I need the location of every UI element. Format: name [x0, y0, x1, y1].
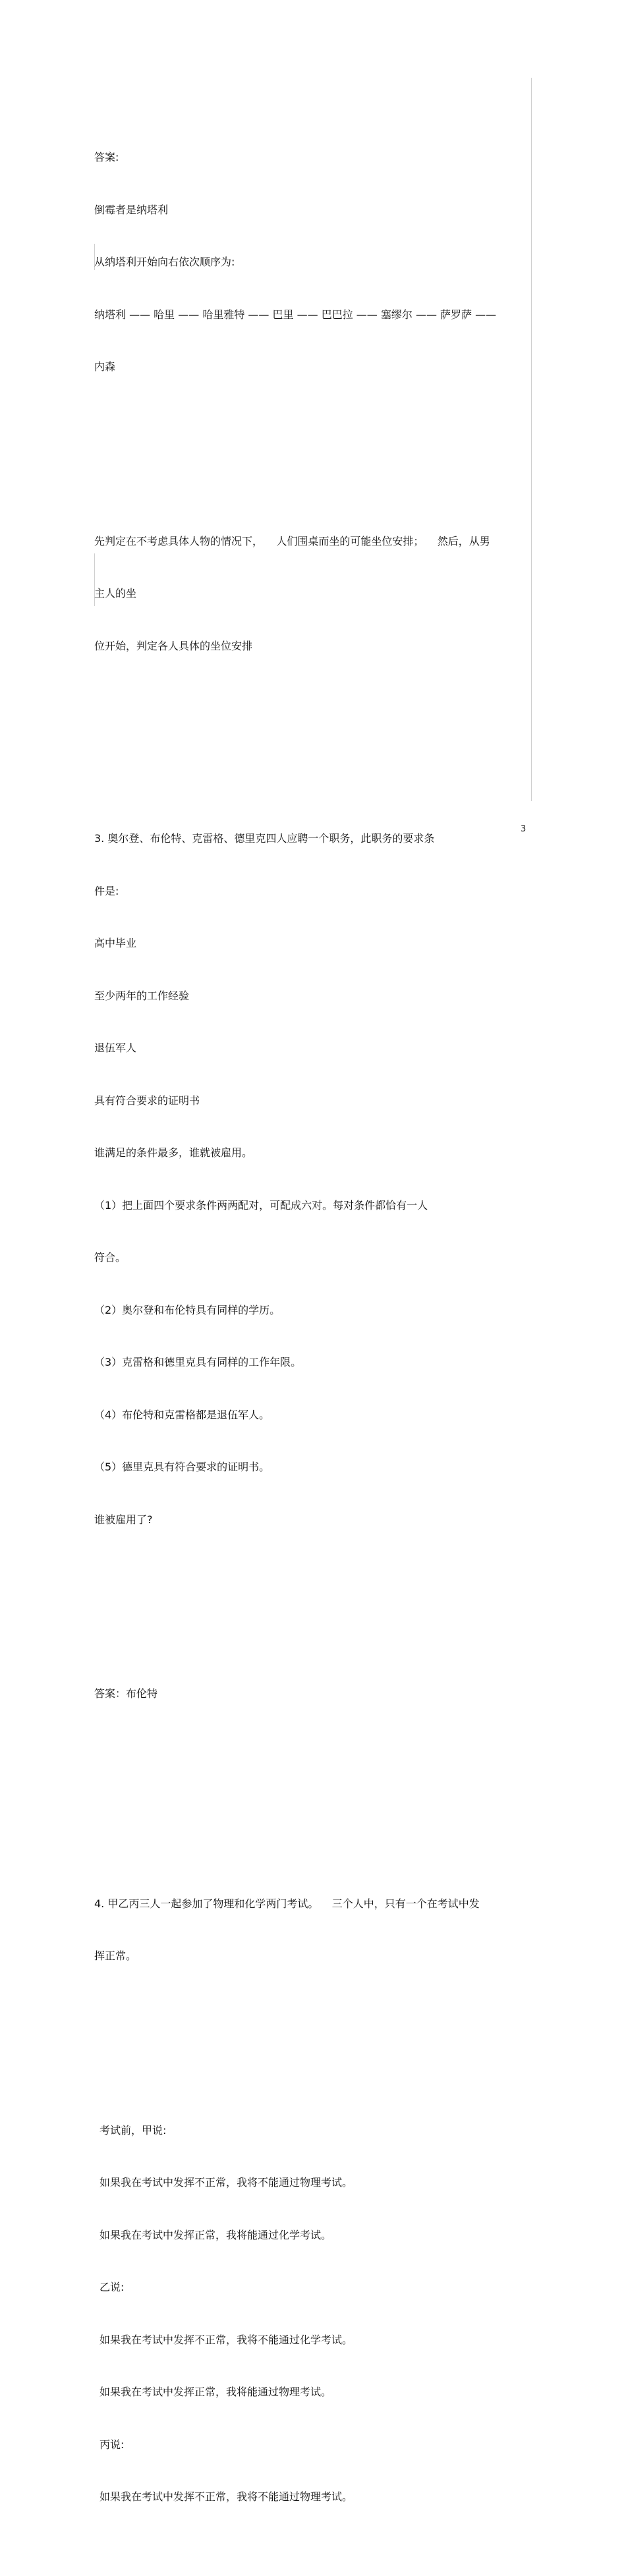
- right-margin-rule: [531, 78, 532, 801]
- text-line: （1）把上面四个要求条件两两配对，可配成六对。每对条件都恰有一人: [94, 1198, 428, 1212]
- text-line: 答案：布伦特: [94, 1687, 158, 1700]
- text-line: 先判定在不考虑具体人物的情况下， 人们围桌而坐的可能坐位安排； 然后，从男: [94, 534, 490, 547]
- question-3: [94, 795, 530, 1563]
- text-line: 主人的坐: [94, 587, 137, 600]
- document-body: [94, 79, 530, 2576]
- text-line: 纳塔利 —— 哈里 —— 哈里雅特 —— 巴里 —— 巴巴拉 —— 塞缪尔 —— 萨罗萨 ——: [94, 308, 497, 321]
- text-line: 如果我在考试中发挥正常，我将能通过物理考试。: [100, 2386, 332, 2398]
- answer-block-2: [94, 114, 530, 411]
- text-line: 谁满足的条件最多，谁就被雇用。: [94, 1146, 253, 1159]
- text-line: （5）德里克具有符合要求的证明书。: [94, 1461, 270, 1473]
- text-line: 考试前，甲说:: [100, 2123, 167, 2137]
- text-line: 答案:: [94, 151, 119, 163]
- text-line: 挥正常。: [94, 1949, 137, 1962]
- text-line: 丙说:: [100, 2438, 125, 2451]
- text-line: 内森: [94, 360, 116, 373]
- text-line: 倒霉者是纳塔利: [94, 203, 169, 216]
- text-line: （2）奥尔登和布伦特具有同样的学历。: [94, 1303, 281, 1316]
- text-line: 符合。: [94, 1251, 127, 1264]
- text-line: 如果我在考试中发挥不正常，我将不能通过化学考试。: [100, 2333, 353, 2346]
- text-line: 如果我在考试中发挥正常，我将能通过化学考试。: [100, 2228, 332, 2241]
- text-line: （4）布伦特和克雷格都是退伍军人。: [94, 1408, 270, 1421]
- answer-block-3: [94, 1650, 530, 1738]
- text-line: （3）克雷格和德里克具有同样的工作年限。: [94, 1356, 302, 1368]
- text-line: 3. 奥尔登、布伦特、克雷格、德里克四人应聘一个职务，此职务的要求条: [94, 832, 435, 845]
- text-line: 退伍军人: [94, 1042, 137, 1054]
- text-line: 件是:: [94, 884, 119, 897]
- text-line: 位开始，判定各人具体的坐位安排: [94, 639, 253, 652]
- statements-block: [94, 2087, 530, 2541]
- text-line: 从纳塔利开始向右依次顺序为:: [94, 256, 235, 268]
- text-line: 高中毕业: [94, 937, 137, 949]
- text-line: 乙说:: [100, 2281, 125, 2293]
- text-line: 如果我在考试中发挥不正常，我将不能通过物理考试。: [100, 2490, 353, 2503]
- hint-paragraph: [94, 498, 530, 690]
- page-number: 3: [521, 824, 526, 834]
- text-line: 4. 甲乙丙三人一起参加了物理和化学两门考试。 三个人中，只有一个在考试中发: [94, 1897, 480, 1910]
- question-4: [94, 1861, 530, 2000]
- text-line: 具有符合要求的证明书: [94, 1094, 200, 1107]
- text-line: 至少两年的工作经验: [94, 989, 190, 1002]
- text-line: 如果我在考试中发挥不正常，我将不能通过物理考试。: [100, 2176, 353, 2189]
- text-line: 谁被雇用了?: [94, 1513, 153, 1526]
